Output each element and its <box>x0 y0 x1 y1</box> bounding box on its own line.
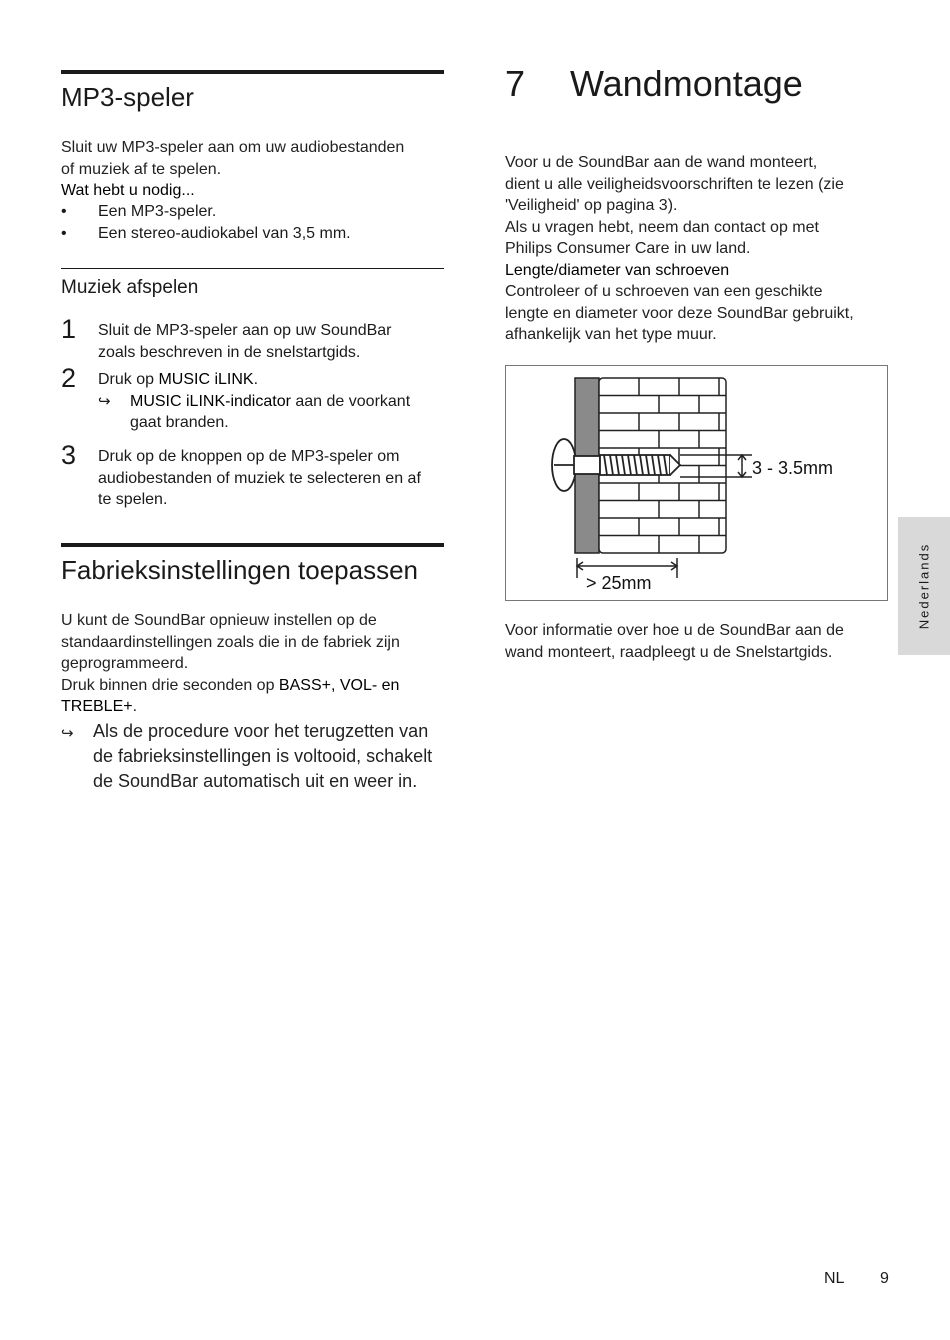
wall-line: Philips Consumer Care in uw land. <box>505 240 751 257</box>
reset-title: Fabrieksinstellingen toepassen <box>61 555 418 585</box>
step-body <box>98 446 448 511</box>
screw-figure <box>505 365 888 601</box>
wall-intro <box>505 152 895 346</box>
reset-line <box>61 696 444 718</box>
key-label: MUSIC iLINK-indicator <box>130 392 291 410</box>
key-label: MUSIC iLINK <box>158 371 254 388</box>
key-label: TREBLE+ <box>61 698 133 715</box>
diameter-label: 3 - 3.5mm <box>752 458 834 478</box>
section-rule <box>61 543 444 547</box>
reset-result-line: de SoundBar automatisch uit en weer in. <box>93 771 418 791</box>
reset-text: . <box>132 698 138 715</box>
step-line <box>98 369 448 391</box>
bullet-dot: • <box>61 225 67 242</box>
bullet-text: Een MP3-speler. <box>98 203 217 220</box>
wall-line: Als u vragen hebt, neem dan contact op met <box>505 218 819 236</box>
reset-result-line: de fabrieksinstellingen is voltooid, schakelt <box>93 746 433 766</box>
mp3-intro-line: of muziek af te spelen. <box>61 160 222 178</box>
reset-result-line: Als de procedure voor het terugzetten van <box>93 721 429 741</box>
section-rule <box>61 70 444 74</box>
step-body <box>98 320 448 363</box>
mp3-title: MP3-speler <box>61 82 194 112</box>
step-result <box>98 391 448 434</box>
bullet-dot: • <box>61 203 67 220</box>
reset-body <box>61 610 444 718</box>
length-label: > 25mm <box>586 573 652 593</box>
wall-line: wand monteert, raadpleegt u de Snelstartgids. <box>505 643 833 661</box>
play-title: Muziek afspelen <box>61 277 199 298</box>
reset-result <box>61 719 444 794</box>
language-tab <box>898 517 950 655</box>
step-number: 3 <box>61 440 77 470</box>
step-line: te spelen. <box>98 491 168 508</box>
wall-line: Voor u de SoundBar aan de wand monteert, <box>505 154 818 171</box>
result-arrow-icon: ↪ <box>98 392 111 410</box>
screw-heading: Lengte/diameter van schroeven <box>505 261 730 279</box>
step-text: Druk op <box>98 371 159 388</box>
reset-line <box>61 675 444 697</box>
wall-note <box>505 620 895 663</box>
language-tab-label: Nederlands <box>916 542 932 630</box>
step-number: 2 <box>61 363 77 393</box>
footer-language: NL <box>824 1270 845 1287</box>
screw-diagram <box>506 366 887 600</box>
mp3-intro <box>61 137 444 202</box>
step-line: zoals beschreven in de snelstartgids. <box>98 343 361 361</box>
reset-line: standaardinstellingen zoals die in de fabriek zijn <box>61 633 400 651</box>
step-number: 1 <box>61 314 77 344</box>
wall-line: 'Veiligheid' op pagina 3). <box>505 197 678 214</box>
page-number: 9 <box>880 1270 889 1287</box>
step-text: aan de voorkant <box>290 392 411 410</box>
chapter-number: 7 <box>505 63 526 104</box>
wall-line: Voor informatie over hoe u de SoundBar aan de <box>505 622 844 639</box>
wall-line: afhankelijk van het type muur. <box>505 326 717 343</box>
subsection-rule <box>61 268 444 269</box>
step-line: gaat branden. <box>130 414 229 431</box>
bullet-text: Een stereo-audiokabel van 3,5 mm. <box>98 225 351 242</box>
mp3-intro-line: Sluit uw MP3-speler aan om uw audiobestanden <box>61 139 405 156</box>
result-arrow-icon: ↪ <box>61 725 74 742</box>
screw-shaft <box>600 455 680 475</box>
step-text: . <box>253 371 259 388</box>
need-heading: Wat hebt u nodig... <box>61 182 195 199</box>
reset-text: Druk binnen drie seconden op <box>61 676 279 694</box>
wall-line: Controleer of u schroeven van een geschikte <box>505 283 823 300</box>
reset-line: geprogrammeerd. <box>61 655 189 672</box>
reset-line: U kunt de SoundBar opnieuw instellen op de <box>61 612 377 629</box>
step-line: audiobestanden of muziek te selecteren en af <box>98 469 421 487</box>
step-line: Druk op de knoppen op de MP3-speler om <box>98 448 400 465</box>
wall-line: dient u alle veiligheidsvoorschriften te lezen (zie <box>505 175 844 193</box>
wall-line: lengte en diameter voor deze SoundBar gebruikt, <box>505 304 854 322</box>
chapter-title: Wandmontage <box>570 63 803 104</box>
step-line: Sluit de MP3-speler aan op uw SoundBar <box>98 322 392 339</box>
step-body <box>98 369 448 434</box>
key-label: BASS+, VOL- en <box>278 676 400 694</box>
